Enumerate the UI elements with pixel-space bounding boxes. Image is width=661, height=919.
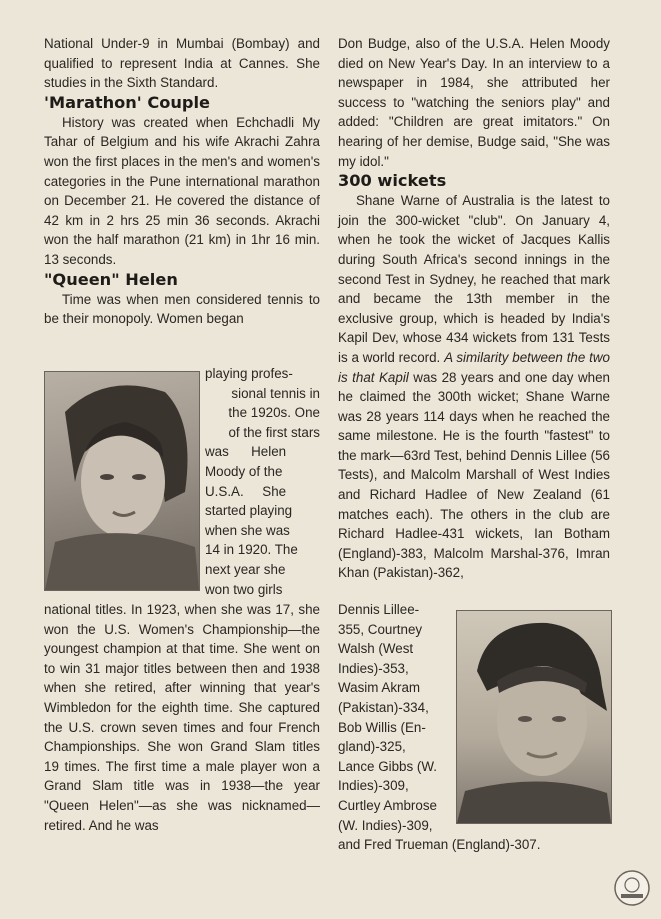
warne-wrap-line: Indies)-309, (338, 778, 409, 794)
helen-wrap-line: when she was (205, 522, 290, 538)
warne-wrap-line: (Pakistan)-334, (338, 699, 429, 715)
left-column (44, 34, 320, 329)
helen-wrap-line: 14 in 1920. The (205, 542, 298, 558)
wickets-text-italic: A similarity between the two is that Kapil (338, 349, 610, 385)
warne-wrap-line: Curtley Ambrose (338, 797, 437, 813)
wickets-paragraph (338, 191, 610, 583)
wickets-text-1: Shane Warne of Australia is the latest to join the 300-wicket "club". On January 4, when he took the wicket of Jacques Kallis during South Africa's second innings in the second Test in Sydney, he reached that mark and became the 13th member in the exclusive group, which is headed by India's Kapil Dev, whose 434 wickets from 131 Tests is a world record. (338, 193, 610, 365)
warne-wrap-line: 355, Courtney (338, 621, 423, 637)
warne-wrap-line: gland)-325, (338, 739, 406, 755)
marathon-paragraph: History was created when Echchadli My Tahar of Belgium and his wife Akrachi Zahra won the first places in the men's and women's categories in the Pune international marathon on December 21. He covered the distance of 42 km in 2 hrs 25 min 36 seconds. Akrachi won the half marathon (21 km) in 1hr 16 min. 13 seconds. (44, 114, 320, 267)
helen-wrap-line: next year she (205, 561, 286, 577)
helen-wrap-line: of the first stars (228, 424, 320, 440)
shane-warne-photo (456, 610, 612, 824)
helen-wrap-text (205, 364, 320, 599)
warne-portrait-icon (457, 611, 611, 823)
budge-paragraph: Don Budge, also of the U.S.A. Helen Moody died on New Year's Day. In an interview to a newspaper in 1984, she attributed her success to "watching the seniors play" and added: "Children are great imitators." On hearing of her demise, Budge said, "She was my idol." (338, 36, 610, 169)
helen-wrap-line: the 1920s. One (228, 405, 320, 421)
warne-wrap-line: Bob Willis (En- (338, 719, 426, 735)
helen-wrap-line: won two girls (205, 581, 283, 597)
warne-wrap-line: Dennis Lillee- (338, 602, 420, 617)
wickets-text-2: was 28 years and one day when he claimed the 300th wicket; Shane Warne was 28 years 114 days when he reached the same milestone. He is the fourth "fastest" to the mark—63rd Test, behind Dennis Lillee (56 Tests), and Malcolm Marshall of West Indies and Richard Hadlee of New Zealand (61 matches each). The others in the club are Richard Hadlee-431 wickets, Ian Botham (England)-383, Malcolm Marshal-376, Imran Khan (Pakistan)-362, (338, 369, 610, 581)
final-line: and Fred Trueman (England)-307. (338, 837, 541, 852)
helen-paragraph-top: Time was when men considered tennis to be their monopoly. Women began (44, 291, 320, 327)
heading-queen-helen: "Queen" Helen (44, 269, 178, 289)
helen-continuation (44, 600, 320, 835)
helen-wrap-line: playing profes- (205, 366, 293, 381)
final-line-wrap (338, 835, 610, 855)
helen-paragraph-rest: national titles. In 1923, when she was 17, she won the U.S. Women's Championship—the youngest champion at that time. She went on to win 31 major titles between then and 1938 when she retired, after winning that year's Wimbledon for the eighth time. She captured the U.S. crown seven times and four French Championships. She won Grand Slam titles 19 times. The first time a male player won a Grand Slam title was in 1938—the year "Queen Helen"—as she was nicknamed—retired. And he was (44, 602, 320, 833)
intro-paragraph: National Under-9 in Mumbai (Bombay) and qualified to represent India at Cannes. She studies in the Sixth Standard. (44, 36, 320, 91)
helen-wrap-line: sional tennis in (231, 385, 320, 401)
warne-wrap-line: Indies)-353, (338, 660, 409, 676)
helen-wrap-line: was Helen (205, 444, 287, 460)
warne-wrap-line: (W. Indies)-309, (338, 817, 433, 833)
warne-wrap-line: Lance Gibbs (W. (338, 758, 437, 774)
warne-wrap-text (338, 600, 452, 835)
heading-300-wickets: 300 wickets (338, 171, 447, 191)
helen-wrap-line: started playing (205, 503, 293, 519)
right-column (338, 34, 610, 583)
warne-wrap-line: Wasim Akram (338, 680, 421, 696)
heading-marathon-couple: 'Marathon' Couple (44, 92, 211, 112)
helen-moody-photo (44, 371, 200, 591)
helen-wrap-line: U.S.A. She (205, 483, 287, 499)
publisher-logo-icon (612, 868, 652, 908)
warne-wrap-line: Walsh (West (338, 641, 414, 657)
helen-portrait-icon (45, 372, 199, 590)
helen-wrap-line: Moody of the (205, 463, 283, 479)
